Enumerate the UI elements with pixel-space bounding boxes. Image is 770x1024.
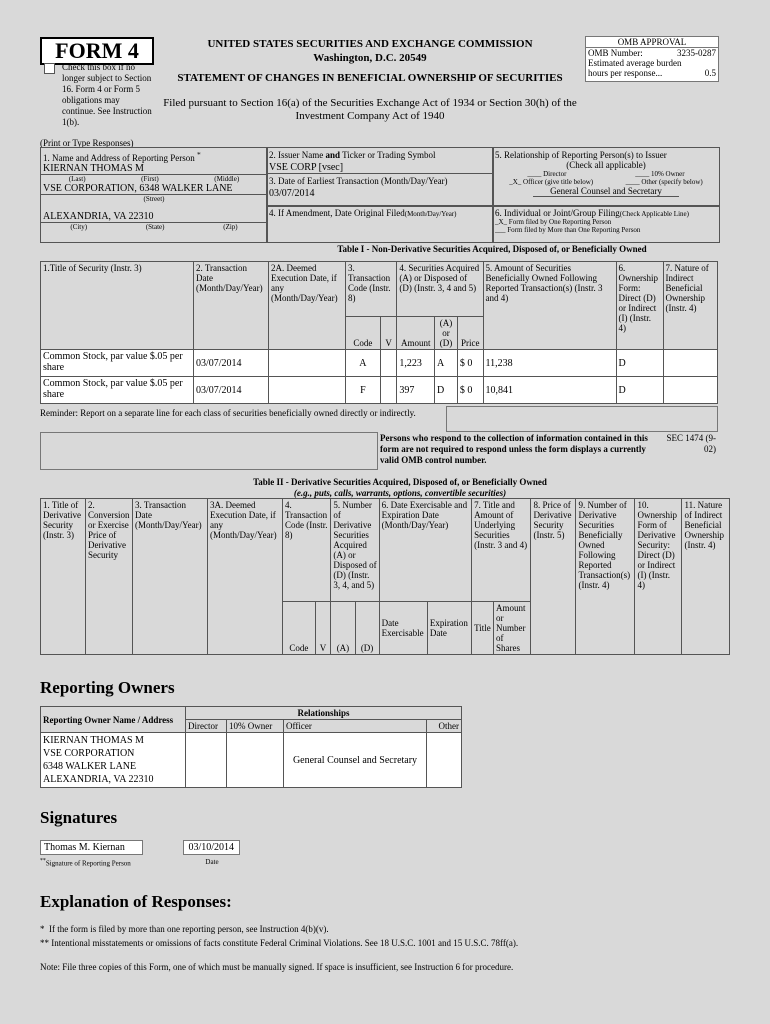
director-label: Director <box>543 170 567 178</box>
note-1-text: If the form is filed by more than one reporting person, see Instruction 4(b)(v). <box>49 924 329 934</box>
owner-name-line: 6348 WALKER LANE <box>43 761 137 772</box>
owner-director-col: Director <box>186 720 227 733</box>
form-title-box <box>40 37 154 65</box>
t1-code: Code <box>346 317 381 350</box>
filing-box <box>492 205 720 243</box>
reporting-owners-heading: Reporting Owners <box>40 678 175 697</box>
reporting-person-box <box>40 147 268 243</box>
signature-date: 03/10/2014 <box>183 840 240 855</box>
table2 <box>40 498 730 655</box>
agency-line2: Washington, D.C. 20549 <box>313 52 427 64</box>
table-row <box>41 377 718 404</box>
amendment-box <box>266 205 494 243</box>
t1-h7: 7. Nature of Indirect Beneficial Ownership (Instr. 4) <box>663 262 717 350</box>
print-type: (Print or Type Responses) <box>40 138 134 148</box>
issuer-label-post: Ticker or Trading Symbol <box>340 150 436 160</box>
t1-r1-ad: D <box>435 377 458 404</box>
reminder-field-right <box>446 406 718 432</box>
t1-r0-form: D <box>616 350 663 377</box>
signature-block <box>40 840 240 867</box>
reporting-person-label: 1. Name and Address of Reporting Person <box>43 153 195 163</box>
amendment-label: 4. If Amendment, Date Original Filed <box>269 208 405 218</box>
owner-name-col: Reporting Owner Name / Address <box>41 707 186 733</box>
director-option[interactable]: ____ Director <box>527 170 567 178</box>
reporting-person-name: KIERNAN THOMAS M <box>43 163 144 174</box>
relationship-box <box>492 147 720 207</box>
city-label: (City) <box>70 223 88 231</box>
filing-option-more[interactable]: ___ Form filed by More than One Reporting Person <box>495 226 641 234</box>
t1-r1-price: $ 0 <box>457 377 483 404</box>
t1-amount: Amount <box>397 317 435 350</box>
street-label: (Street) <box>41 194 267 203</box>
zip-label: (Zip) <box>223 223 238 231</box>
t1-h2a: 2A. Deemed Execution Date, if any (Month/Day/Year) <box>269 262 346 350</box>
form-title: FORM 4 <box>55 38 139 63</box>
relationships-header: Relationships <box>186 707 462 720</box>
relationship-label: 5. Relationship of Reporting Person(s) to Issuer <box>495 150 667 160</box>
officer-mark: _X_ <box>509 178 522 186</box>
owner-officer-value: General Counsel and Secretary <box>284 733 427 788</box>
officer-title: General Counsel and Secretary <box>533 186 679 197</box>
table2-title: Table II - Derivative Securities Acquired, Disposed of, or Beneficially Owned <box>253 477 547 487</box>
note-1 <box>40 924 720 934</box>
officer-label: Officer (give title below) <box>523 178 594 186</box>
t2-h10: 10. Ownership Form of Derivative Security: Direct (D) or Indirect (I) (Instr. 4) <box>635 499 682 655</box>
t1-v: V <box>380 317 397 350</box>
sec-number: SEC 1474 (9-02) <box>666 433 716 454</box>
t2-d: (D) <box>355 602 379 655</box>
owner-label: 10% Owner <box>650 170 685 178</box>
note-2-text: Intentional misstatements or omissions of facts constitute Federal Criminal Violations. See 18 U.S.C. 1001 and 15 U.S.C. 78ff(a). <box>51 938 519 948</box>
t1-r1-form: D <box>616 377 663 404</box>
t1-r0-amount: 1,223 <box>397 350 435 377</box>
owner-officer-col: Officer <box>284 720 427 733</box>
table2-subtitle: (e.g., puts, calls, warrants, options, convertible securities) <box>293 488 507 498</box>
t2-h4: 4. Transaction Code (Instr. 8) <box>283 499 331 602</box>
t1-r1-owned: 10,841 <box>483 377 616 404</box>
signatures-heading: Signatures <box>40 808 118 827</box>
t2-h3a: 3A. Deemed Execution Date, if any (Month/Day/Year) <box>208 499 283 655</box>
t2-code: Code <box>283 602 316 655</box>
t1-r0-code: A <box>346 350 381 377</box>
note-2 <box>40 938 720 948</box>
omb-hours-label: hours per response... <box>588 68 663 78</box>
t2-amount-col: Amount or Number of Shares <box>494 602 531 655</box>
t1-h5: 5. Amount of Securities Beneficially Owned Following Reported Transaction(s) (Instr. 3 and 4) <box>483 262 616 350</box>
t1-price: Price <box>457 317 483 350</box>
omb-box <box>585 36 719 82</box>
t1-r0-price: $ 0 <box>457 350 483 377</box>
check-box-text: Check this box if no longer subject to Section 16. Form 4 or Form 5 obligations may continue. See Instruction 1(b). <box>62 62 152 127</box>
t1-h2: 2. Transaction Date (Month/Day/Year) <box>194 262 269 350</box>
t2-date-ex: Date Exercisable <box>379 602 427 655</box>
t1-r0-ad: A <box>435 350 458 377</box>
street-line: VSE CORPORATION, 6348 WALKER LANE <box>43 183 233 194</box>
t1-h4: 4. Securities Acquired (A) or Disposed of (D) (Instr. 3, 4 and 5) <box>397 262 483 317</box>
reminder-text: Reminder: Report on a separate line for each class of securities beneficially owned directly or indirectly. <box>40 408 416 418</box>
issuer-value: VSE CORP [vsec] <box>269 162 344 173</box>
t2-exp: Expiration Date <box>427 602 471 655</box>
table1-title: Table I - Non-Derivative Securities Acquired, Disposed of, or Beneficially Owned <box>337 244 647 254</box>
owner-name-line: VSE CORPORATION <box>43 748 135 759</box>
t1-h6: 6. Ownership Form: Direct (D) or Indirect (I) (Instr. 4) <box>616 262 663 350</box>
t2-title-col: Title <box>472 602 494 655</box>
signature-name: Thomas M. Kiernan <box>40 840 143 855</box>
file-note: Note: File three copies of this Form, one of which must be manually signed. If space is insufficient, see Instruction 6 for procedure. <box>40 962 514 972</box>
t1-r1-title: Common Stock, par value $.05 per share <box>41 377 194 404</box>
issuer-label-pre: 2. Issuer Name <box>269 150 326 160</box>
amendment-sub: (Month/Day/Year) <box>404 210 457 218</box>
filed-pursuant: Filed pursuant to Section 16(a) of the Securities Exchange Act of 1934 or Section 30(h) of the Investment Company Act of 1940 <box>163 97 577 122</box>
earliest-date-value: 03/07/2014 <box>269 188 315 199</box>
filing-label: 6. Individual or Joint/Group Filing <box>495 208 620 218</box>
issuer-label-and: and <box>325 150 340 160</box>
reminder-field-left <box>40 432 378 470</box>
last-label: (Last) <box>68 175 86 183</box>
table-row <box>41 733 462 788</box>
signature-mark: ** <box>40 858 46 864</box>
reporting-owners-table <box>40 706 462 788</box>
table-row <box>41 350 718 377</box>
state-label: (State) <box>145 223 165 231</box>
star-mark: * <box>196 150 201 159</box>
agency-line1: UNITED STATES SECURITIES AND EXCHANGE COMMISSION <box>207 38 533 50</box>
explanation-heading: Explanation of Responses: <box>40 892 232 911</box>
t1-r0-owned: 11,238 <box>483 350 616 377</box>
owner-option[interactable]: ____ 10% Owner <box>635 170 685 178</box>
t1-r0-title: Common Stock, par value $.05 per share <box>41 350 194 377</box>
filing-sub: (Check Applicable Line) <box>619 210 689 218</box>
owner-name-line: KIERNAN THOMAS M <box>43 735 144 746</box>
table1 <box>40 261 718 404</box>
t2-h9: 9. Number of Derivative Securities Beneficially Owned Following Reported Transaction(s) (Instr. 4) <box>576 499 635 655</box>
t1-r0-date: 03/07/2014 <box>194 350 269 377</box>
t2-v: V <box>315 602 331 655</box>
issuer-box <box>266 147 494 207</box>
other-label: Other (specify below) <box>641 178 703 186</box>
omb-burden-label: Estimated average burden <box>588 58 682 68</box>
first-label: (First) <box>141 175 159 183</box>
statement-title: STATEMENT OF CHANGES IN BENEFICIAL OWNERSHIP OF SECURITIES <box>177 72 563 84</box>
city-line: ALEXANDRIA, VA 22310 <box>43 211 154 222</box>
t1-r1-amount: 397 <box>397 377 435 404</box>
omb-number: 3235-0287 <box>677 48 716 58</box>
note-1-mark: * <box>40 924 45 934</box>
omb-number-label: OMB Number: <box>588 48 643 58</box>
note-2-mark: ** <box>40 938 49 948</box>
omb-title: OMB APPROVAL <box>586 37 718 48</box>
earliest-date-label: 3. Date of Earliest Transaction (Month/Day/Year) <box>267 173 493 188</box>
t2-a: (A) <box>331 602 355 655</box>
t2-h6: 6. Date Exercisable and Expiration Date (Month/Day/Year) <box>379 499 471 602</box>
no-longer-subject-checkbox[interactable] <box>44 63 55 74</box>
t1-h3: 3. Transaction Code (Instr. 8) <box>346 262 397 317</box>
omb-hours: 0.5 <box>704 68 716 78</box>
date-label: Date <box>205 858 219 866</box>
owner-other-col: Other <box>427 720 462 733</box>
t1-r1-code: F <box>346 377 381 404</box>
t1-h1: 1.Title of Security (Instr. 3) <box>41 262 194 350</box>
t2-h2: 2. Conversion or Exercise Price of Derivative Security <box>86 499 133 655</box>
middle-label: (Middle) <box>214 175 240 183</box>
t2-h8: 8. Price of Derivative Security (Instr. 5) <box>531 499 576 655</box>
t2-h5: 5. Number of Derivative Securities Acquired (A) or Disposed of (D) (Instr. 3, 4, and 5) <box>331 499 379 602</box>
owner-10pct-col: 10% Owner <box>227 720 284 733</box>
filing-option-one[interactable]: _X_ Form filed by One Reporting Person <box>495 218 612 226</box>
t2-h1: 1. Title of Derivative Security (Instr. 3) <box>41 499 86 655</box>
t2-h3: 3. Transaction Date (Month/Day/Year) <box>133 499 208 655</box>
t1-r1-date: 03/07/2014 <box>194 377 269 404</box>
signature-label: Signature of Reporting Person <box>45 859 131 868</box>
relationship-sub: (Check all applicable) <box>566 160 646 170</box>
t2-h7: 7. Title and Amount of Underlying Securities (Instr. 3 and 4) <box>472 499 531 602</box>
other-option[interactable]: ____ Other (specify below) <box>625 178 703 186</box>
persons-respond: Persons who respond to the collection of information contained in this form are not required to respond unless the form displays a currently valid OMB control number. <box>380 433 648 465</box>
officer-option[interactable] <box>509 178 593 186</box>
t1-aord: (A) or (D) <box>435 317 458 350</box>
owner-name-line: ALEXANDRIA, VA 22310 <box>43 774 154 785</box>
t2-h11: 11. Nature of Indirect Beneficial Ownership (Instr. 4) <box>682 499 730 655</box>
